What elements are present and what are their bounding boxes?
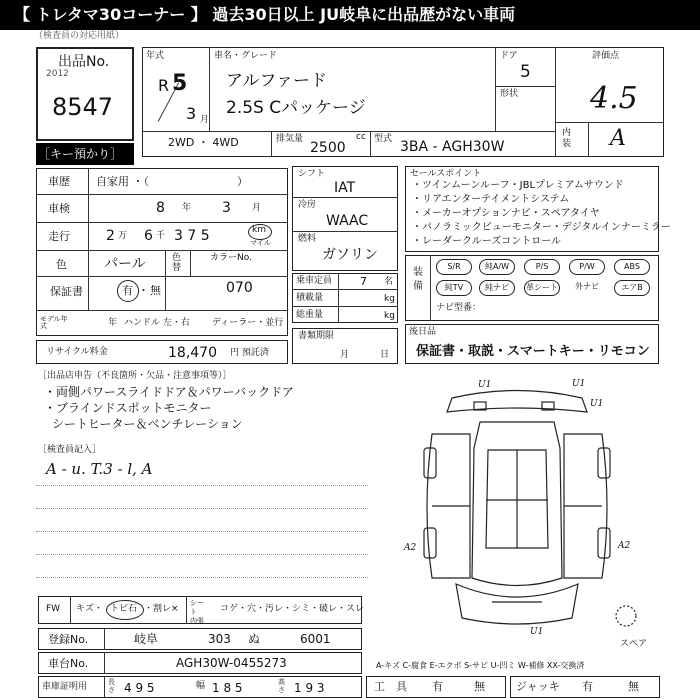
shift: IAT: [334, 180, 356, 196]
warranty-yes: 有: [122, 284, 133, 297]
ac-label: 冷房: [298, 200, 317, 210]
diagram-mark: U1: [530, 627, 544, 637]
sales-points-label: セールスポイント: [410, 169, 482, 179]
sales-point-item: ・パノラミックビューモニター・デジタルインナーミラー: [412, 222, 671, 233]
fw-label: FW: [46, 604, 61, 614]
sales-point-item: ・ツインムーンルーフ・JBLプレミアムサウンド: [412, 180, 624, 191]
inspection-month-unit: 月: [252, 203, 262, 213]
sales-point-item: ・リアエンターテイメントシステム: [412, 194, 570, 205]
registration-kana: ぬ: [248, 632, 261, 646]
load-label: 積載量: [296, 293, 324, 303]
registration-label: 登録No.: [48, 633, 89, 646]
navi-model-label: ナビ型番：: [436, 303, 482, 313]
diagram-mark: A2: [404, 543, 417, 553]
gross-label: 総重量: [296, 310, 324, 320]
model-year-unit: 年: [108, 318, 118, 328]
width-label: 幅: [196, 681, 206, 691]
mileage-rest: 3 7 5: [174, 228, 210, 244]
chassis-number: AGH30W-0455273: [176, 656, 287, 670]
damage-legend: A-キズ C-腐食 E-エクボ S-サビ U-凹ミ W-補修 XX-交換済: [376, 661, 585, 670]
inspection-month: 3: [222, 200, 231, 216]
garage-cert-label: 車庫証明用: [42, 682, 88, 692]
equip-tv: 純TV: [436, 280, 472, 296]
color-label: 色: [56, 258, 67, 271]
height-label: 高さ: [278, 678, 285, 694]
name-label: 車名・グレード: [214, 51, 278, 61]
lot-year-stamp: 2012: [46, 69, 69, 79]
recycle-label: リサイクル料金: [46, 347, 108, 357]
capacity: 7: [360, 275, 367, 288]
score: 4.5: [590, 81, 638, 116]
dealer: ディーラー・並行: [212, 318, 284, 328]
drive-type: 2WD ・ 4WD: [168, 136, 239, 149]
ac: WAAC: [326, 213, 369, 229]
car-damage-diagram: [392, 378, 642, 638]
note-line: ・ブラインドスポットモニター: [44, 401, 212, 415]
inspection-label: 車検: [48, 202, 70, 215]
color-no: 070: [226, 280, 253, 296]
fuel: ガソリン: [322, 247, 378, 263]
warranty-no: 無: [150, 284, 161, 297]
seat-items: コゲ・穴・汚レ・シミ・破レ・スレ: [220, 604, 365, 614]
equip-power-steering: P/S: [524, 259, 560, 275]
jack-yes: 有: [582, 680, 593, 693]
lot-number: 8547: [52, 93, 114, 121]
car-name: アルファード: [226, 71, 327, 91]
shift-label: シフト: [298, 169, 326, 179]
km-unit: km: [252, 225, 266, 235]
diagram-mark: U1: [590, 399, 604, 409]
history: 自家用 ・（ ）: [96, 175, 248, 188]
history-label: 車歴: [48, 175, 70, 188]
rear-outline: [447, 391, 587, 413]
warranty-sep: ・: [138, 284, 149, 297]
registration-class: 303: [208, 632, 231, 646]
diagram-mark: A2: [618, 541, 631, 551]
tools-no: 無: [474, 680, 485, 693]
right-rear-tire: [598, 528, 610, 558]
gross-unit: kg: [384, 311, 395, 321]
note-line: ・両側パワースライドドア＆パワーバックドア: [44, 385, 294, 399]
docs-label: 書類期限: [298, 331, 335, 341]
mileage-sen: 6: [144, 228, 153, 244]
docs-day: 日: [380, 350, 390, 360]
spare-label: スペア: [620, 639, 648, 649]
tools-label: 工 具: [374, 680, 407, 693]
jack-label: ジャッキ: [516, 680, 560, 693]
left-rear-tire: [424, 528, 436, 558]
sen-unit: 千: [156, 231, 166, 241]
handle: ハンドル 左・右: [124, 318, 190, 328]
tools-yes: 有: [432, 680, 443, 693]
spare-tire-circle: [616, 606, 636, 626]
month-unit: 月: [200, 115, 210, 125]
man-unit: 万: [118, 231, 128, 241]
capacity-label: 乗車定員: [296, 276, 333, 286]
seat-label: シート 内張: [190, 599, 204, 625]
registration-number: 6001: [300, 632, 331, 646]
equip-abs: ABS: [614, 259, 650, 275]
inspection-year: 8: [156, 200, 165, 216]
diagram-mark: U1: [572, 379, 586, 389]
warranty-label: 保証書: [50, 285, 83, 298]
height-value: 1 9 3: [294, 681, 325, 695]
kizu-label: キズ・: [76, 604, 103, 614]
tobiishi-label: トビ石: [110, 604, 138, 614]
body-label: 形状: [500, 89, 519, 99]
load-unit: kg: [384, 294, 395, 304]
equip-navi: 純ナビ: [479, 280, 515, 296]
month: 3: [186, 104, 197, 123]
equip-aftermarket-navi: 外ナビ: [569, 280, 605, 296]
equipment-label: 装備: [413, 267, 423, 292]
equip-sunroof: S/R: [436, 259, 472, 275]
recycle: 18,470: [168, 345, 217, 361]
recycle-unit: 円 預託済: [230, 348, 269, 358]
model-label: 型式: [374, 134, 393, 144]
capacity-unit: 名: [384, 277, 394, 287]
displacement-label: 排気量: [276, 134, 304, 144]
mileage-man: 2: [106, 228, 115, 244]
length-value: 4 9 5: [124, 681, 155, 695]
doors-label: ドア: [500, 51, 518, 61]
front-outline: [456, 584, 578, 624]
inspection-year-unit: 年: [182, 203, 192, 213]
corner-note: （検査員の対応用紙）: [34, 31, 125, 41]
color: パール: [104, 256, 146, 272]
post-items-label: 後日品: [409, 327, 437, 337]
notes-label: ［出品店申告（不良箇所・欠品・注意事項等）］: [38, 371, 232, 381]
docs-unit: 月: [340, 350, 350, 360]
equip-leather: 革シート: [524, 280, 560, 296]
length-label: 長さ: [108, 678, 115, 694]
inspector-label: ［検査員記入］: [38, 445, 102, 455]
mileage-label: 走行: [48, 230, 70, 243]
inspector-remark: A - u. T.3 - l, A: [46, 460, 153, 478]
sales-point-item: ・メーカーオプションナビ・スペアタイヤ: [412, 208, 600, 219]
registration-region: 岐阜: [134, 632, 159, 646]
era: R: [158, 76, 170, 95]
color-no-label: カラーNo.: [210, 253, 252, 263]
model-year-label: モデル年式: [40, 315, 68, 330]
year-label: 年式: [146, 51, 165, 61]
crack-label: ・割レ×: [144, 604, 179, 614]
doors: 5: [520, 62, 531, 82]
interior-grade: A: [610, 126, 626, 151]
sales-point-item: ・レーダークルーズコントロール: [412, 236, 561, 247]
cc-unit: cc: [356, 132, 366, 142]
color-change-label: 色替: [172, 253, 182, 273]
jack-no: 無: [628, 680, 639, 693]
equip-airbag: エアB: [614, 280, 650, 296]
model-code: 3BA - AGH30W: [400, 139, 505, 155]
key-badge-text: ［キー預かり］: [38, 147, 123, 161]
lot-label: 出品No.: [58, 54, 110, 70]
diagram-mark: U1: [478, 380, 492, 390]
width-value: 1 8 5: [212, 681, 243, 695]
banner-text: 【 トレタマ30コーナー 】 過去30日以上 JU岐阜に出品歴がない車両: [14, 5, 516, 24]
interior-label: 内装: [562, 128, 572, 149]
score-label: 評価点: [592, 51, 620, 61]
fuel-label: 燃料: [298, 234, 317, 244]
equip-alloy-wheels: 純A/W: [479, 259, 515, 275]
mile-unit: マイル: [250, 239, 271, 247]
post-items: 保証書・取説・スマートキー・リモコン: [416, 344, 650, 359]
note-line: シートヒーター＆ベンチレーション: [52, 417, 243, 431]
grade: 2.5S Cパッケージ: [226, 98, 366, 118]
chassis-label: 車台No.: [48, 657, 89, 670]
equip-power-windows: P/W: [569, 259, 605, 275]
displacement: 2500: [310, 140, 346, 156]
era-year: 5: [172, 71, 188, 96]
